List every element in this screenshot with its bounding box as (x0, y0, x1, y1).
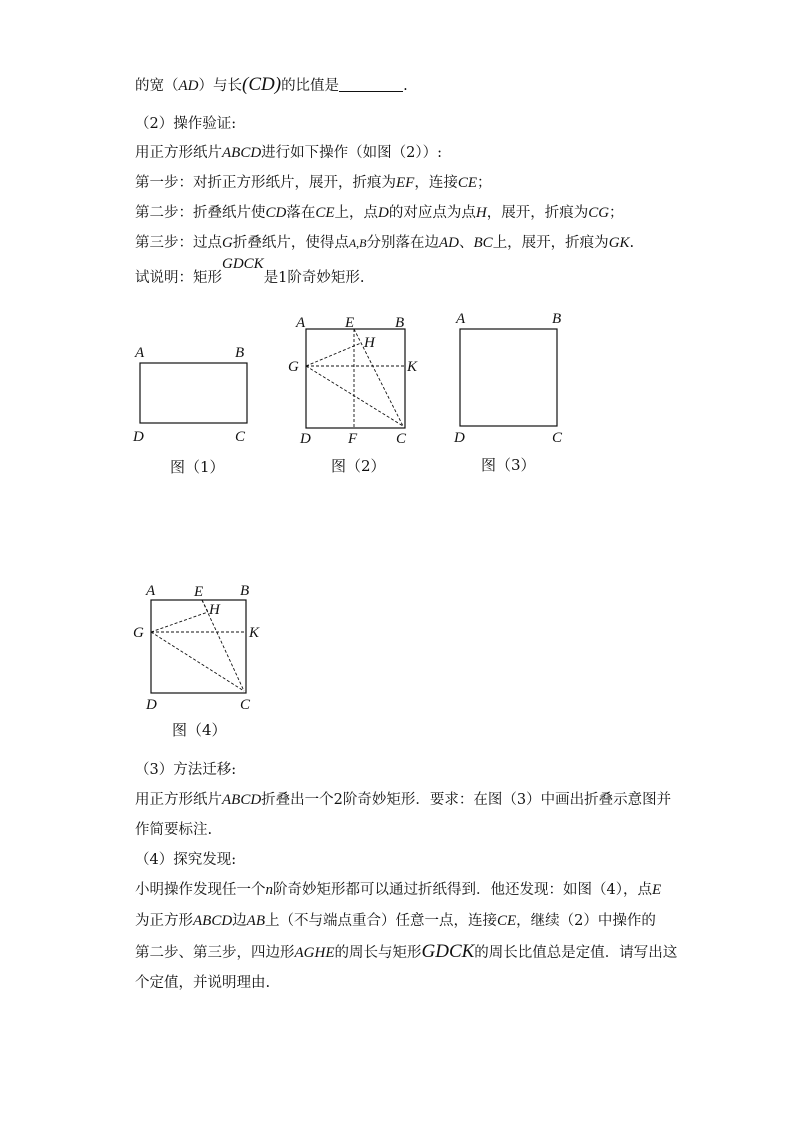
math-g: G (222, 235, 233, 251)
math-ad: AD (178, 78, 199, 94)
label-k: K (249, 625, 260, 641)
section-4-line-3 (135, 942, 677, 963)
math-ce: CE (315, 205, 335, 221)
answer-blank[interactable] (339, 77, 403, 92)
math-ad: AD (439, 235, 460, 251)
text: ； (609, 205, 624, 221)
step-3 (135, 233, 634, 253)
step-2 (135, 203, 624, 223)
fold-line-gh (306, 343, 361, 366)
math-abcd: ABCD (193, 913, 233, 929)
rectangle-abcd (140, 363, 247, 423)
text: 为正方形 (135, 913, 193, 929)
text: . (629, 235, 635, 251)
section-4-line-1 (135, 880, 661, 900)
text: 边 (232, 913, 247, 929)
figure-3 (445, 305, 585, 480)
text: 、 (459, 235, 474, 251)
section-3-line-1 (135, 790, 671, 810)
math-abcd: ABCD (222, 145, 262, 161)
label-b: B (240, 583, 250, 599)
explain-line (135, 256, 365, 288)
fold-line-gc (306, 366, 403, 426)
caption-fig-4: 图（4） (172, 721, 227, 739)
figure-2 (285, 310, 425, 480)
math-e: E (651, 882, 662, 898)
text: 第二步：折叠纸片使 (135, 205, 266, 221)
label-b: B (235, 345, 245, 361)
question-line-1 (135, 75, 408, 96)
section-2-line-1 (135, 143, 442, 163)
label-f: F (348, 431, 358, 447)
text: 折叠出一个2阶奇妙矩形．要求：在图（3）中画出折叠示意图并 (261, 792, 672, 808)
caption-fig-1: 图（1） (170, 458, 225, 476)
label-h: H (209, 602, 220, 618)
text: 第二步、第三步，四边形 (135, 945, 295, 961)
text: 折叠纸片，使得点 (232, 235, 349, 251)
text: 阶奇妙矩形都可以通过折纸得到．他还发现：如图（4），点 (273, 882, 652, 898)
math-h: H (475, 205, 487, 221)
math-ce: CE (497, 913, 517, 929)
label-c: C (396, 431, 407, 447)
section-4-line-4: 个定值，并说明理由. (135, 975, 271, 991)
text: 落在 (286, 205, 316, 221)
text: ； (477, 175, 492, 191)
math-abcd: ABCD (222, 792, 262, 808)
label-d: D (133, 429, 144, 445)
text: 上（不与端点重合）任意一点，连接 (265, 913, 497, 929)
text: . (403, 78, 408, 94)
label-g: G (133, 625, 144, 641)
square-abcd (460, 329, 557, 426)
math-gdck: GDCK (222, 256, 264, 272)
label-e: E (345, 315, 355, 331)
section-3-title: （3）方法迁移: (135, 762, 237, 778)
text: 第三步：过点 (135, 235, 222, 251)
text: 的宽（ (135, 78, 179, 94)
figure-4 (130, 578, 270, 748)
math-d: D (378, 205, 389, 221)
text: ）与长 (198, 78, 242, 94)
label-d: D (454, 430, 465, 446)
math-ce: CE (457, 175, 477, 191)
section-2-title: （2）操作验证: (135, 116, 237, 132)
label-a: A (456, 311, 466, 327)
text: 上，点 (334, 205, 379, 221)
text: 是1阶奇妙矩形. (263, 270, 365, 286)
square-abcd (151, 600, 246, 693)
math-n: n (265, 882, 273, 898)
fold-line-gh (151, 612, 208, 632)
text: 进行如下操作（如图（2））: (261, 145, 443, 161)
label-e: E (194, 584, 204, 600)
label-a: A (146, 583, 156, 599)
section-3-line-2: 作简要标注. (135, 822, 213, 838)
text: 上，展开，折痕为 (492, 235, 609, 251)
label-h: H (364, 335, 375, 351)
fold-line-ce (354, 329, 403, 426)
section-4-title: （4）探究发现: (135, 852, 237, 868)
label-c: C (235, 429, 246, 445)
math-aghe: AGHE (294, 945, 335, 961)
math-ab: AB (246, 913, 265, 929)
label-d: D (146, 697, 157, 713)
math-gk: GK (608, 235, 630, 251)
square-abcd (306, 329, 405, 428)
label-k: K (407, 359, 418, 375)
text: 用正方形纸片 (135, 792, 222, 808)
text: ，继续（2）中操作的 (516, 913, 656, 929)
label-c: C (240, 697, 251, 713)
section-4-line-2 (135, 911, 656, 931)
math-cg: CG (588, 205, 610, 221)
text: 试说明：矩形 (135, 270, 222, 286)
text: 分别落在边 (366, 235, 440, 251)
label-g: G (288, 359, 299, 375)
text: ，连接 (414, 175, 458, 191)
math-bc: BC (473, 235, 493, 251)
math-cd: CD (265, 205, 287, 221)
label-a: A (135, 345, 145, 361)
label-b: B (395, 315, 405, 331)
text: 的对应点为点 (388, 205, 476, 221)
text: 第一步：对折正方形纸片，展开，折痕为 (135, 175, 396, 191)
text: 小明操作发现任一个 (135, 882, 266, 898)
fold-line-eh (202, 600, 208, 612)
text: 的比值是 (281, 78, 340, 94)
caption-fig-3: 图（3） (481, 456, 536, 474)
text: ，展开，折痕为 (486, 205, 589, 221)
label-b: B (552, 311, 562, 327)
caption-fig-2: 图（2） (331, 457, 386, 475)
math-ef: EF (396, 175, 415, 191)
math-gdck: GDCK (421, 941, 475, 962)
step-1 (135, 173, 492, 193)
math-ab: A,B (348, 236, 367, 250)
label-a: A (296, 315, 306, 331)
label-c: C (552, 430, 563, 446)
label-d: D (300, 431, 311, 447)
text: 用正方形纸片 (135, 145, 222, 161)
text: 的周长与矩形 (334, 945, 422, 961)
text: 的周长比值总是定值．请写出这 (474, 945, 678, 961)
figure-1 (125, 335, 265, 485)
math-cd: (CD) (242, 74, 282, 95)
